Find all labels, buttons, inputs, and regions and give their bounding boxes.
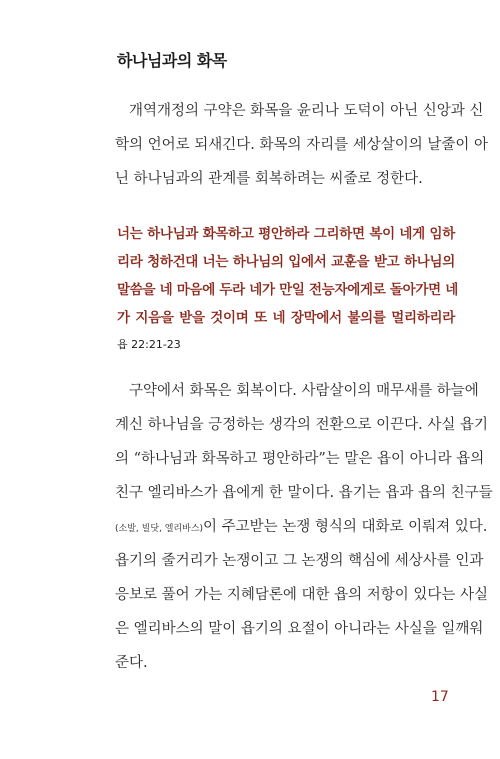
paragraph-line-rest: 이 주고받는 논쟁 형식의 대화로 이뤄져 있다. (203, 519, 488, 535)
paragraph-line: 닌 하나님과의 관계를 회복하려는 씨줄로 정한다. (115, 171, 423, 187)
paragraph-line: 구약에서 화목은 회복이다. 사람살이의 매무새를 하늘에 (129, 383, 479, 399)
paragraph-line (115, 510, 488, 544)
body-paragraph (115, 374, 493, 680)
intro-paragraph (115, 94, 489, 196)
quote-line: 가 지음을 받을 것이며 또 네 장막에서 불의를 멀리하리라 (117, 310, 455, 326)
paragraph-line: 친구 엘리바스가 욥에게 한 말이다. 욥기는 욥과 욥의 친구들 (115, 485, 493, 501)
paragraph-line: 은 엘리바스의 말이 욥기의 요절이 아니라는 사실을 일깨워 (115, 621, 484, 637)
paragraph-line: 계신 하나님을 긍정하는 생각의 전환으로 이끈다. 사실 욥기 (115, 417, 489, 433)
friends-names-note: (소발, 빌닷, 엘리바스) (115, 524, 204, 534)
paragraph-line: 개역개정의 구약은 화목을 윤리나 도덕이 아닌 신앙과 신 (129, 103, 484, 119)
page-number: 17 (431, 689, 449, 705)
section-title: 하나님과의 화목 (117, 51, 227, 70)
paragraph-line: 의 “하나님과 화목하고 평안하라”는 말은 욥이 아니라 욥의 (115, 451, 485, 467)
paragraph-line: 응보로 풀어 가는 지혜담론에 대한 욥의 저항이 있다는 사실 (115, 587, 489, 603)
scripture-citation: 욥 22:21-23 (117, 338, 181, 351)
paragraph-line: 욥기의 줄거리가 논쟁이고 그 논쟁의 핵심에 세상사를 인과 (115, 553, 484, 569)
quote-line: 리라 청하건대 너는 하나님의 입에서 교훈을 받고 하나님의 (117, 254, 455, 270)
quote-line: 너는 하나님과 화목하고 평안하라 그리하면 복이 네게 임하 (117, 226, 455, 242)
quote-line: 말씀을 네 마음에 두라 네가 만일 전능자에게로 돌아가면 네 (117, 282, 458, 298)
scripture-quote (117, 220, 458, 332)
paragraph-line: 준다. (115, 655, 148, 671)
paragraph-line: 학의 언어로 되새긴다. 화목의 자리를 세상살이의 날줄이 아 (115, 137, 489, 153)
